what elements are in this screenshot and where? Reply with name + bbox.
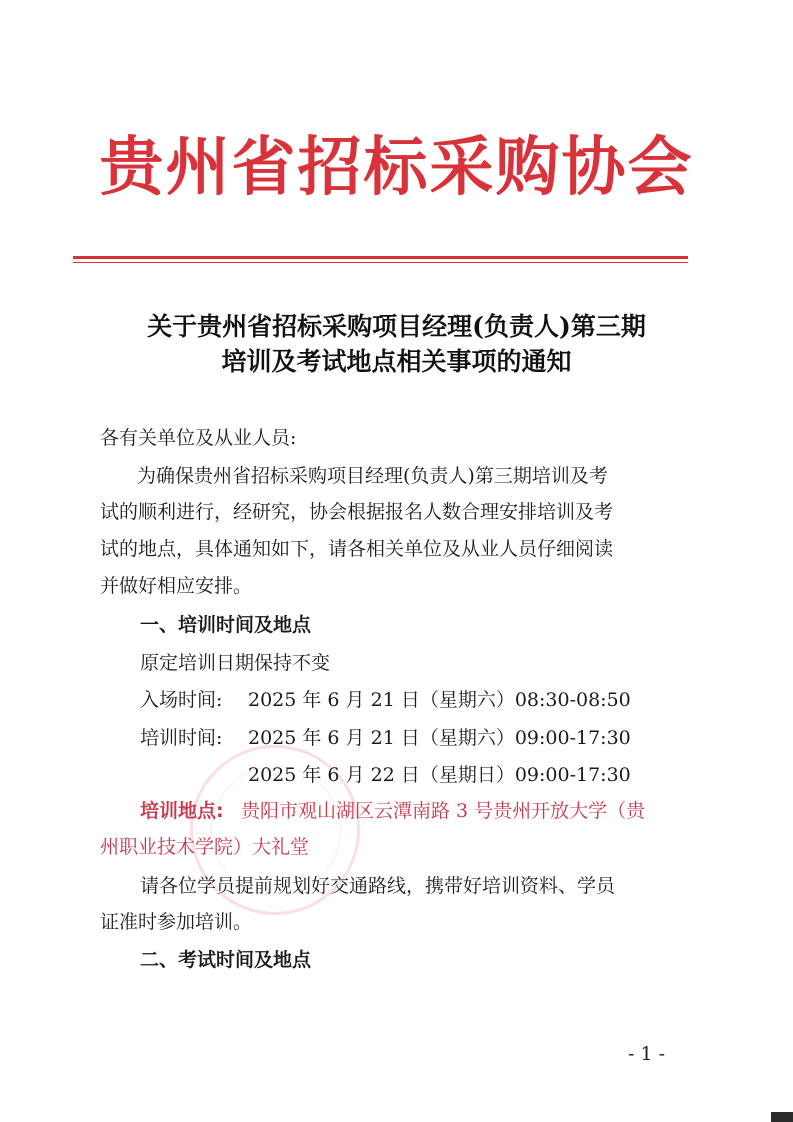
entry-time-label: 入场时间: [140, 689, 223, 711]
page-number: - 1 - [628, 1043, 666, 1065]
training-date-note: 原定培训日期保持不变 [140, 652, 331, 674]
salutation: 各有关单位及从业人员: [100, 427, 297, 449]
section-heading-exam: 二、考试时间及地点 [140, 949, 312, 971]
training-location-value: 贵阳市观山湖区云潭南路 3 号贵州开放大学（贵 [241, 800, 646, 822]
intro-line: 并做好相应安排。 [100, 575, 253, 597]
intro-line: 为确保贵州省招标采购项目经理(负责人)第三期培训及考 [137, 465, 608, 487]
training-location-label: 培训地点: [140, 800, 224, 822]
intro-line: 试的地点，具体通知如下，请各相关单位及从业人员仔细阅读 [100, 538, 614, 560]
letterhead-rule-thick [73, 256, 688, 259]
training-time-value-day1: 2025 年 6 月 21 日（星期六）09:00-17:30 [248, 727, 631, 749]
document-title-line-1: 关于贵州省招标采购项目经理(负责人)第三期 [147, 312, 646, 341]
reminder-line: 请各位学员提前规划好交通路线，携带好培训资料、学员 [140, 875, 616, 897]
document-title-line-2: 培训及考试地点相关事项的通知 [221, 347, 572, 376]
letterhead-rule-thin [73, 262, 688, 263]
letterhead-org-name: 贵州省招标采购协会 [99, 130, 694, 205]
training-time-label: 培训时间: [140, 727, 223, 749]
training-location-value-cont: 州职业技术学院）大礼堂 [100, 836, 310, 858]
scan-edge-mark [771, 1112, 793, 1122]
entry-time-value: 2025 年 6 月 21 日（星期六）08:30-08:50 [248, 689, 631, 711]
intro-line: 试的顺利进行，经研究，协会根据报名人数合理安排培训及考 [100, 501, 614, 523]
reminder-line: 证准时参加培训。 [100, 911, 253, 933]
section-heading-training: 一、培训时间及地点 [140, 614, 312, 636]
training-time-value-day2: 2025 年 6 月 22 日（星期日）09:00-17:30 [248, 764, 631, 786]
